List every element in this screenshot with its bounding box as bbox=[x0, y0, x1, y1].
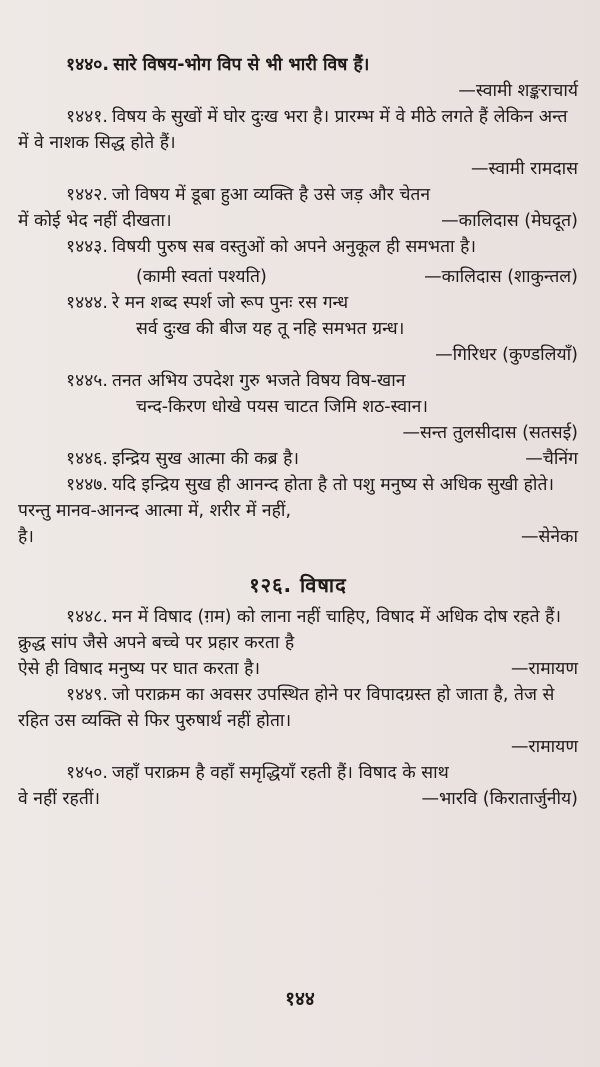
quote-entry-1442 bbox=[18, 182, 578, 234]
quote-entry-1445 bbox=[18, 368, 578, 446]
quote-text: १४५०. जहाँ पराक्रम है वहाँ समृद्धियाँ रहती हैं। विषाद के साथ bbox=[66, 763, 449, 783]
quote-source: —कालिदास (मेघदूत) bbox=[441, 211, 578, 231]
quote-entry-1447 bbox=[18, 472, 578, 550]
quote-number: १४४५. bbox=[66, 371, 108, 391]
quote-line-with-source bbox=[18, 264, 578, 290]
quote-entry-1440 bbox=[18, 52, 578, 104]
quote-text-continued: में कोई भेद नहीं दीखता। bbox=[18, 211, 172, 231]
quote-text-continued: है। bbox=[18, 527, 34, 547]
quote-text: १४४१. विषय के सुखों में घोर दुःख भरा है। प्रारम्भ में वे मीठे लगते हैं लेकिन अन्त में वे नाशक सिद्ध होते हैं। bbox=[18, 107, 568, 153]
quote-text: १४४६. इन्द्रिय सुख आत्मा की कब्र है। bbox=[66, 449, 300, 469]
quote-source: —सेनेका bbox=[520, 527, 578, 547]
verse-line: १४४५. तनत अभिय उपदेश गुरु भजते विषय विष-खान bbox=[66, 371, 406, 391]
page-number: १४४ bbox=[285, 988, 315, 1010]
quote-source: —कालिदास (शाकुन्तल) bbox=[424, 267, 578, 287]
sanskrit-quote: (कामी स्वतां पश्यति) bbox=[136, 267, 267, 287]
verse-line: १४४४. रे मन शब्द स्पर्श जो रूप पुनः रस गन्ध bbox=[66, 293, 349, 313]
quote-text-continued: ऐसे ही विषाद मनुष्य पर घात करता है। bbox=[18, 659, 260, 679]
quote-line-with-source bbox=[18, 446, 578, 472]
quote-source: —गिरिधर (कुण्डलियाँ) bbox=[435, 345, 578, 365]
quote-source: —स्वामी रामदास bbox=[471, 159, 578, 179]
quote-text: १४४९. जो पराक्रम का अवसर उपस्थित होने पर विपादग्रस्त हो जाता है, तेज से रहित उस व्यक्ति से फिर पुरुषार्थ नहीं होता। bbox=[18, 685, 555, 731]
quote-number: १४४४. bbox=[66, 293, 108, 313]
quote-text-continued: वे नहीं रहतीं। bbox=[18, 789, 100, 809]
quote-source: —चैनिंग bbox=[525, 449, 578, 469]
quote-entry-1441 bbox=[18, 104, 578, 182]
quote-source: —स्वामी शङ्कराचार्य bbox=[458, 81, 578, 101]
quote-number: १४४१. bbox=[66, 107, 108, 127]
quote-number: १४४९. bbox=[66, 685, 108, 705]
quote-source: —रामायण bbox=[511, 659, 578, 679]
quote-number: १४४२. bbox=[66, 185, 108, 205]
quote-source: —रामायण bbox=[511, 737, 578, 757]
quote-entry-1449 bbox=[18, 682, 578, 760]
verse-line: चन्द-किरण धोखे पयस चाटत जिमि शठ-स्वान। bbox=[136, 397, 429, 417]
quote-number: १४४८. bbox=[66, 607, 108, 627]
chapter-heading: १२६. विषाद bbox=[249, 573, 347, 597]
quote-text: १४४७. यदि इन्द्रिय सुख ही आनन्द होता है तो पशु मनुष्य से अधिक सुखी होते। परन्तु मानव-आनन्द आत्मा में, शरीर में नहीं, bbox=[18, 475, 555, 521]
quote-line-with-source bbox=[18, 208, 578, 234]
quote-entry-1450 bbox=[18, 760, 578, 812]
quote-entry-1448 bbox=[18, 604, 578, 682]
quote-text: १४४३. विषयी पुरुष सब वस्तुओं को अपने अनुकूल ही समभता है। bbox=[66, 237, 477, 257]
quote-source: —भारवि (किरातार्जुनीय) bbox=[421, 789, 578, 809]
quote-line-with-source bbox=[18, 786, 578, 812]
quote-text: १४४८. मन में विषाद (ग़म) को लाना नहीं चाहिए, विषाद में अधिक दोष रहते हैं। क्रुद्ध सांप जैसे अपने बच्चे पर प्रहार करता है bbox=[18, 607, 562, 653]
quote-number: १४५०. bbox=[66, 763, 108, 783]
quote-entry-1446 bbox=[18, 446, 578, 472]
quote-line-with-source bbox=[18, 524, 578, 550]
quote-number: १४४६. bbox=[66, 449, 108, 469]
quote-number: १४४७. bbox=[66, 475, 108, 495]
quote-text: १४४०. सारे विषय-भोग विप से भी भारी विष हैं। bbox=[66, 55, 370, 75]
quote-number: १४४०. bbox=[66, 55, 110, 75]
quote-entry-1444 bbox=[18, 290, 578, 368]
quote-source: —सन्त तुलसीदास (सतसई) bbox=[402, 423, 578, 443]
quote-text: १४४२. जो विषय में डूबा हुआ व्यक्ति है उसे जड़ और चेतन bbox=[66, 185, 431, 205]
verse-line: सर्व दुःख की बीज यह तू नहि समभत ग्रन्ध। bbox=[136, 319, 405, 339]
quote-entry-1443 bbox=[18, 234, 578, 290]
quote-number: १४४३. bbox=[66, 237, 108, 257]
quote-line-with-source bbox=[18, 656, 578, 682]
